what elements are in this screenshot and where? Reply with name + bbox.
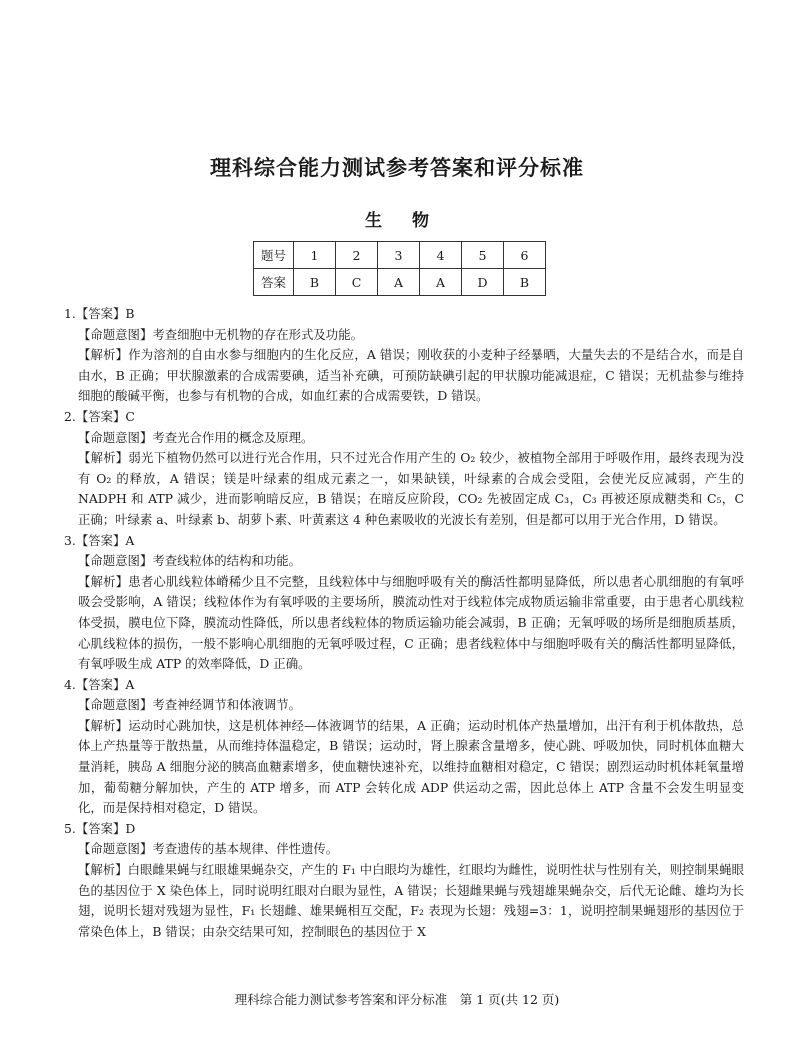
question-block <box>64 675 744 819</box>
row-label-answer: 答案 <box>254 269 294 296</box>
question-number: 2 <box>336 242 378 269</box>
row-label-question: 题号 <box>254 242 294 269</box>
answer-cell: A <box>378 269 420 296</box>
question-intent: 【命题意图】考查细胞中无机物的存在形式及功能。 <box>78 326 363 342</box>
subject-char-2: 物 <box>412 211 429 231</box>
question-answer: 2.【答案】C <box>64 408 135 424</box>
question-block <box>64 304 744 407</box>
question-block <box>64 531 744 675</box>
question-number: 4 <box>420 242 462 269</box>
question-analysis: 【解析】作为溶剂的自由水参与细胞内的生化反应，A 错误；刚收获的小麦种子经暴晒，大量失去的不是结合水，而是自由水，B 正确；甲状腺激素的合成需要碘，适当补充碘，可预防缺碘引起的甲状腺功能减退症，C 错误；无机盐参与维持细胞的酸碱平衡，也参与有机物的合成，如血红素的合成需要铁，D 错误。 <box>78 347 744 404</box>
question-block <box>64 407 744 531</box>
question-number: 1 <box>294 242 336 269</box>
question-intent: 【命题意图】考查光合作用的概念及原理。 <box>78 429 314 445</box>
answer-cell: B <box>294 269 336 296</box>
question-intent: 【命题意图】考查线粒体的结构和功能。 <box>78 553 302 569</box>
question-answer: 4.【答案】A <box>64 676 135 692</box>
answer-table <box>253 241 546 296</box>
question-answer: 3.【答案】A <box>64 532 135 548</box>
answer-explanations <box>64 304 744 942</box>
question-analysis: 【解析】弱光下植物仍然可以进行光合作用，只不过光合作用产生的 O₂ 较少，被植物全部用于呼吸作用，最终表现为没有 O₂ 的释放，A 错误；镁是叶绿素的组成元素之一，如果缺镁，叶绿素的合成会受阻，会使光反应减弱，产生的 NADPH 和 ATP 减少，进而影响暗反应，B 错误；在暗反应阶段，CO₂ 先被固定成 C₃，C₃ 再被还原成糖类和 C₅，C 正确；叶绿素 a、叶绿素 b、胡萝卜素、叶黄素这 4 种色素吸收的光波长有差别，但是都可以用于光合作用，D 错误。 <box>78 450 744 527</box>
page-footer: 理科综合能力测试参考答案和评分标准 第 1 页(共 12 页) <box>234 992 560 1007</box>
question-analysis: 【解析】白眼雌果蝇与红眼雄果蝇杂交，产生的 F₁ 中白眼均为雄性，红眼均为雌性，说明性状与性别有关，则控制果蝇眼色的基因位于 X 染色体上，同时说明红眼对白眼为显性，A 错误；长翅雌果蝇与残翅雄果蝇杂交，后代无论雌、雄均为长翅，说明长翅对残翅为显性，F₁ 长翅雌、雄果蝇相互交配，F₂ 表现为长翅：残翅=3：1，说明控制果蝇翅形的基因位于常染色体上，B 错误；由杂交结果可知，控制眼色的基因位于 X <box>78 862 744 939</box>
answer-cell: D <box>462 269 504 296</box>
question-intent: 【命题意图】考查神经调节和体液调节。 <box>78 697 302 713</box>
subject-heading <box>0 206 794 231</box>
answer-cell: C <box>336 269 378 296</box>
question-answer: 1.【答案】B <box>64 306 135 321</box>
question-analysis: 【解析】患者心肌线粒体嵴稀少且不完整，且线粒体中与细胞呼吸有关的酶活性都明显降低，所以患者心肌细胞的有氧呼吸会受影响，A 错误；线粒体作为有氧呼吸的主要场所，膜流动性对于线粒体完成物质运输非常重要，由于患者心肌线粒体受损，膜电位下降，膜流动性降低，所以患者线粒体的物质运输功能会减弱，B 正确；无氧呼吸的场所是细胞质基质，心肌线粒体的损伤，一般不影响心肌细胞的无氧呼吸过程，C 正确；患者线粒体中与细胞呼吸有关的酶活性都明显降低，有氧呼吸生成 ATP 的效率降低，D 正确。 <box>78 573 744 672</box>
answer-cell: A <box>420 269 462 296</box>
answer-table-answer-row <box>254 269 546 296</box>
question-number: 3 <box>378 242 420 269</box>
subject-char-1: 生 <box>365 211 382 231</box>
question-intent: 【命题意图】考查遗传的基本规律、伴性遗传。 <box>78 841 339 857</box>
question-number: 5 <box>462 242 504 269</box>
page-title: 理科综合能力测试参考答案和评分标准 <box>210 156 584 180</box>
answer-table-number-row <box>254 242 546 269</box>
answer-cell: B <box>504 269 546 296</box>
question-number: 6 <box>504 242 546 269</box>
question-analysis: 【解析】运动时心跳加快，这是机体神经—体液调节的结果，A 正确；运动时机体产热量增加，出汗有利于机体散热，总体上产热量等于散热量，从而维持体温稳定，B 错误；运动时，肾上腺素含量增多，使心跳、呼吸加快，同时机体血糖大量消耗，胰岛 A 细胞分泌的胰高血糖素增多，使血糖快速补充，以维持血糖相对稳定，C 错误；剧烈运动时机体耗氧量增加，葡萄糖分解加快，产生的 ATP 增多，而 ATP 会转化成 ADP 供运动之需，因此总体上 ATP 含量不会发生明显变化，而是保持相对稳定，D 错误。 <box>78 717 744 816</box>
question-block <box>64 819 744 943</box>
question-answer: 5.【答案】D <box>64 820 136 836</box>
